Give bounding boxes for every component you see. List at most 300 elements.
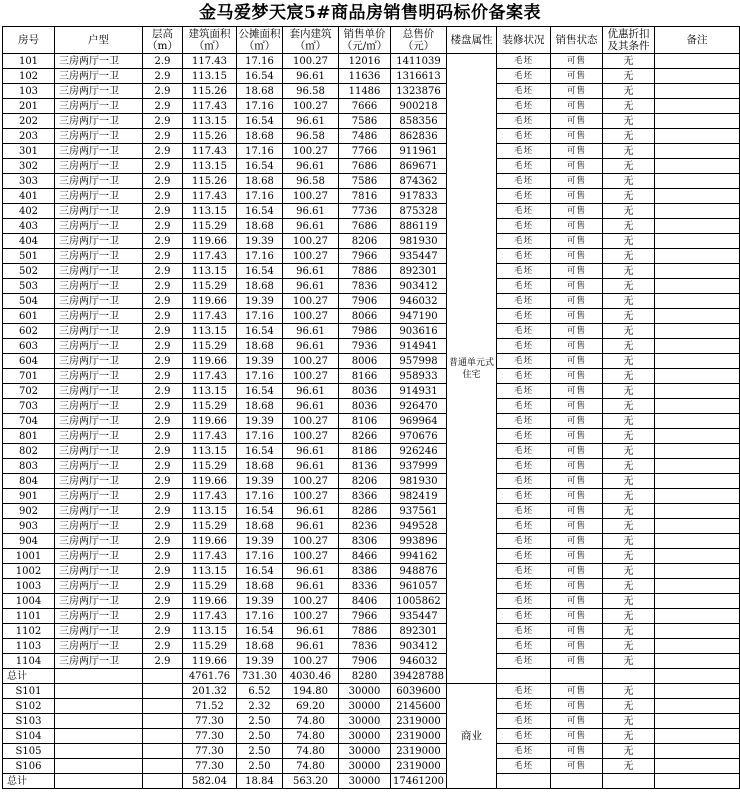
table-cell: 2.9 bbox=[143, 69, 183, 84]
table-row bbox=[3, 369, 740, 384]
table-cell: 2.9 bbox=[143, 399, 183, 414]
discount-cell: 无 bbox=[603, 309, 655, 324]
status-cell: 可售 bbox=[551, 474, 603, 489]
table-cell: 8006 bbox=[339, 354, 391, 369]
layout-cell: 三房两厅一卫 bbox=[55, 309, 143, 324]
table-cell: 2.9 bbox=[143, 474, 183, 489]
remark-cell bbox=[655, 294, 740, 309]
remark-cell bbox=[655, 549, 740, 564]
table-cell: 77.30 bbox=[183, 744, 237, 759]
table-cell: 117.43 bbox=[183, 429, 237, 444]
table-cell: 946032 bbox=[391, 654, 447, 669]
decoration-cell: 毛坯 bbox=[497, 744, 551, 759]
table-cell: 1005862 bbox=[391, 594, 447, 609]
discount-cell: 无 bbox=[603, 324, 655, 339]
table-cell: 7686 bbox=[339, 219, 391, 234]
table-cell: 17.16 bbox=[237, 249, 283, 264]
table-cell: 96.61 bbox=[283, 399, 339, 414]
decoration-cell: 毛坯 bbox=[497, 429, 551, 444]
remark-cell bbox=[655, 69, 740, 84]
discount-cell: 无 bbox=[603, 444, 655, 459]
room-number-cell: 404 bbox=[3, 234, 55, 249]
room-number-cell: 1103 bbox=[3, 639, 55, 654]
remark-cell bbox=[655, 654, 740, 669]
room-number-cell: 201 bbox=[3, 99, 55, 114]
column-header: 公摊面积（㎡） bbox=[238, 28, 281, 52]
table-cell: 17.16 bbox=[237, 609, 283, 624]
room-number-cell: 604 bbox=[3, 354, 55, 369]
table-cell: 100.27 bbox=[283, 609, 339, 624]
table-cell: 6039600 bbox=[391, 684, 447, 699]
table-cell: 18.68 bbox=[237, 279, 283, 294]
remark-cell bbox=[655, 114, 740, 129]
table-row bbox=[3, 699, 740, 714]
table-cell: 2.9 bbox=[143, 159, 183, 174]
table-row bbox=[3, 594, 740, 609]
column-header: 销售状态 bbox=[551, 27, 603, 54]
layout-cell: 三房两厅一卫 bbox=[55, 264, 143, 279]
remark-cell bbox=[655, 744, 740, 759]
table-cell: 7906 bbox=[339, 654, 391, 669]
total-cell: 8280 bbox=[339, 669, 391, 684]
table-cell: 16.54 bbox=[237, 114, 283, 129]
table-cell: 7986 bbox=[339, 324, 391, 339]
table-cell: 19.39 bbox=[237, 534, 283, 549]
table-cell: 77.30 bbox=[183, 729, 237, 744]
table-cell: 17.16 bbox=[237, 369, 283, 384]
table-cell: 11636 bbox=[339, 69, 391, 84]
table-cell: 18.68 bbox=[237, 84, 283, 99]
layout-cell: 三房两厅一卫 bbox=[55, 144, 143, 159]
table-cell: 8036 bbox=[339, 384, 391, 399]
remark-cell bbox=[655, 339, 740, 354]
table-cell: 2.9 bbox=[143, 519, 183, 534]
table-cell: 100.27 bbox=[283, 294, 339, 309]
remark-cell bbox=[655, 759, 740, 774]
layout-cell: 三房两厅一卫 bbox=[55, 234, 143, 249]
table-row bbox=[3, 414, 740, 429]
table-cell: 914941 bbox=[391, 339, 447, 354]
decoration-cell: 毛坯 bbox=[497, 99, 551, 114]
table-cell: 18.68 bbox=[237, 219, 283, 234]
table-cell: 8366 bbox=[339, 489, 391, 504]
status-cell: 可售 bbox=[551, 84, 603, 99]
table-cell: 17.16 bbox=[237, 549, 283, 564]
table-cell: 115.26 bbox=[183, 174, 237, 189]
table-cell: 8206 bbox=[339, 234, 391, 249]
table-cell: 96.58 bbox=[283, 84, 339, 99]
table-cell: 1411039 bbox=[391, 54, 447, 69]
room-number-cell: 101 bbox=[3, 54, 55, 69]
table-cell: 74.80 bbox=[283, 714, 339, 729]
layout-cell: 三房两厅一卫 bbox=[55, 354, 143, 369]
room-number-cell: 902 bbox=[3, 504, 55, 519]
table-row bbox=[3, 729, 740, 744]
column-header: 备注 bbox=[655, 27, 740, 54]
table-cell: 981930 bbox=[391, 474, 447, 489]
decoration-cell: 毛坯 bbox=[497, 234, 551, 249]
table-row bbox=[3, 144, 740, 159]
table-cell: 69.20 bbox=[283, 699, 339, 714]
layout-cell: 三房两厅一卫 bbox=[55, 459, 143, 474]
layout-cell: 三房两厅一卫 bbox=[55, 159, 143, 174]
decoration-cell: 毛坯 bbox=[497, 609, 551, 624]
status-cell: 可售 bbox=[551, 609, 603, 624]
table-cell: 2.9 bbox=[143, 84, 183, 99]
table-cell: 201.32 bbox=[183, 684, 237, 699]
table-cell: 113.15 bbox=[183, 384, 237, 399]
table-cell: 19.39 bbox=[237, 654, 283, 669]
table-cell: 2.9 bbox=[143, 654, 183, 669]
discount-cell: 无 bbox=[603, 609, 655, 624]
discount-cell: 无 bbox=[603, 744, 655, 759]
table-cell: 2.9 bbox=[143, 234, 183, 249]
table-cell: 2.32 bbox=[237, 699, 283, 714]
decoration-cell: 毛坯 bbox=[497, 339, 551, 354]
status-cell: 可售 bbox=[551, 684, 603, 699]
discount-cell: 无 bbox=[603, 99, 655, 114]
table-cell: 7966 bbox=[339, 609, 391, 624]
table-cell: 957998 bbox=[391, 354, 447, 369]
decoration-cell: 毛坯 bbox=[497, 579, 551, 594]
discount-cell: 无 bbox=[603, 84, 655, 99]
room-number-cell: 1002 bbox=[3, 564, 55, 579]
layout-cell: 三房两厅一卫 bbox=[55, 414, 143, 429]
table-cell: 74.80 bbox=[283, 744, 339, 759]
remark-cell bbox=[655, 219, 740, 234]
table-row bbox=[3, 309, 740, 324]
table-cell: 100.27 bbox=[283, 309, 339, 324]
status-cell: 可售 bbox=[551, 714, 603, 729]
table-cell: 993896 bbox=[391, 534, 447, 549]
table-row bbox=[3, 519, 740, 534]
discount-cell: 无 bbox=[603, 129, 655, 144]
table-cell: 115.29 bbox=[183, 339, 237, 354]
decoration-cell: 毛坯 bbox=[497, 519, 551, 534]
table-cell: 8406 bbox=[339, 594, 391, 609]
table-cell: 18.68 bbox=[237, 519, 283, 534]
table-cell: 74.80 bbox=[283, 729, 339, 744]
empty-cell bbox=[551, 774, 603, 789]
status-cell: 可售 bbox=[551, 744, 603, 759]
table-row bbox=[3, 384, 740, 399]
discount-cell: 无 bbox=[603, 594, 655, 609]
layout-cell: 三房两厅一卫 bbox=[55, 504, 143, 519]
table-cell: 2.9 bbox=[143, 639, 183, 654]
decoration-cell: 毛坯 bbox=[497, 114, 551, 129]
room-number-cell: 1004 bbox=[3, 594, 55, 609]
remark-cell bbox=[655, 579, 740, 594]
table-cell: 2.9 bbox=[143, 414, 183, 429]
table-cell: 958933 bbox=[391, 369, 447, 384]
table-cell: 115.29 bbox=[183, 219, 237, 234]
table-row bbox=[3, 279, 740, 294]
remark-cell bbox=[655, 324, 740, 339]
discount-cell: 无 bbox=[603, 219, 655, 234]
status-cell: 可售 bbox=[551, 564, 603, 579]
remark-cell bbox=[655, 564, 740, 579]
total-cell: 30000 bbox=[339, 774, 391, 789]
table-row bbox=[3, 339, 740, 354]
room-number-cell: 901 bbox=[3, 489, 55, 504]
table-cell: 30000 bbox=[339, 729, 391, 744]
table-cell: 2.9 bbox=[143, 564, 183, 579]
table-cell: 7906 bbox=[339, 294, 391, 309]
remark-cell bbox=[655, 714, 740, 729]
table-cell: 119.66 bbox=[183, 594, 237, 609]
remark-cell bbox=[655, 699, 740, 714]
status-cell: 可售 bbox=[551, 369, 603, 384]
status-cell: 可售 bbox=[551, 99, 603, 114]
table-cell: 7966 bbox=[339, 249, 391, 264]
room-number-cell: 1101 bbox=[3, 609, 55, 624]
table-cell: 71.52 bbox=[183, 699, 237, 714]
decoration-cell: 毛坯 bbox=[497, 204, 551, 219]
table-row bbox=[3, 624, 740, 639]
table-cell: 2.9 bbox=[143, 534, 183, 549]
decoration-cell: 毛坯 bbox=[497, 324, 551, 339]
decoration-cell: 毛坯 bbox=[497, 144, 551, 159]
table-cell: 117.43 bbox=[183, 54, 237, 69]
table-cell: 113.15 bbox=[183, 159, 237, 174]
table-cell: 115.26 bbox=[183, 84, 237, 99]
decoration-cell: 毛坯 bbox=[497, 444, 551, 459]
room-number-cell: 702 bbox=[3, 384, 55, 399]
table-cell bbox=[143, 759, 183, 774]
table-row bbox=[3, 639, 740, 654]
table-cell: 917833 bbox=[391, 189, 447, 204]
total-cell: 18.84 bbox=[237, 774, 283, 789]
table-cell: 100.27 bbox=[283, 99, 339, 114]
table-row bbox=[3, 759, 740, 774]
discount-cell: 无 bbox=[603, 114, 655, 129]
layout-cell: 三房两厅一卫 bbox=[55, 279, 143, 294]
table-cell: 2319000 bbox=[391, 714, 447, 729]
column-header: 销售单价（元/㎡） bbox=[339, 27, 391, 54]
table-cell: 117.43 bbox=[183, 309, 237, 324]
table-cell: 113.15 bbox=[183, 114, 237, 129]
table-cell: 2.9 bbox=[143, 459, 183, 474]
table-cell: 100.27 bbox=[283, 594, 339, 609]
status-cell: 可售 bbox=[551, 54, 603, 69]
remark-cell bbox=[655, 84, 740, 99]
decoration-cell: 毛坯 bbox=[497, 504, 551, 519]
table-cell: 7836 bbox=[339, 279, 391, 294]
table-cell: 74.80 bbox=[283, 759, 339, 774]
remark-cell bbox=[655, 54, 740, 69]
table-cell: 17.16 bbox=[237, 189, 283, 204]
table-row bbox=[3, 429, 740, 444]
table-cell: 117.43 bbox=[183, 144, 237, 159]
table-cell: 948876 bbox=[391, 564, 447, 579]
table-cell: 2.50 bbox=[237, 744, 283, 759]
decoration-cell: 毛坯 bbox=[497, 534, 551, 549]
table-cell: 16.54 bbox=[237, 564, 283, 579]
table-cell: 100.27 bbox=[283, 144, 339, 159]
status-cell: 可售 bbox=[551, 759, 603, 774]
status-cell: 可售 bbox=[551, 459, 603, 474]
table-cell: 7886 bbox=[339, 624, 391, 639]
table-cell: 2.9 bbox=[143, 219, 183, 234]
table-cell: 903412 bbox=[391, 279, 447, 294]
status-cell: 可售 bbox=[551, 279, 603, 294]
discount-cell: 无 bbox=[603, 159, 655, 174]
room-number-cell: 703 bbox=[3, 399, 55, 414]
decoration-cell: 毛坯 bbox=[497, 654, 551, 669]
layout-cell bbox=[55, 699, 143, 714]
table-cell: 18.68 bbox=[237, 639, 283, 654]
decoration-cell: 毛坯 bbox=[497, 189, 551, 204]
room-number-cell: 301 bbox=[3, 144, 55, 159]
table-cell: 96.58 bbox=[283, 174, 339, 189]
total-cell: 582.04 bbox=[183, 774, 237, 789]
room-number-cell: 401 bbox=[3, 189, 55, 204]
table-cell: 96.61 bbox=[283, 459, 339, 474]
discount-cell: 无 bbox=[603, 144, 655, 159]
discount-cell: 无 bbox=[603, 459, 655, 474]
table-row bbox=[3, 204, 740, 219]
table-cell: 96.61 bbox=[283, 114, 339, 129]
column-header: 套内建筑（㎡） bbox=[283, 27, 339, 54]
layout-cell: 三房两厅一卫 bbox=[55, 564, 143, 579]
table-row bbox=[3, 399, 740, 414]
total-cell bbox=[143, 774, 183, 789]
table-cell: 7816 bbox=[339, 189, 391, 204]
table-row bbox=[3, 174, 740, 189]
status-cell: 可售 bbox=[551, 399, 603, 414]
room-number-cell: 303 bbox=[3, 174, 55, 189]
table-cell: 903412 bbox=[391, 639, 447, 654]
document-title: 金马爱梦天宸5#商品房销售明码标价备案表 bbox=[198, 3, 542, 23]
table-row bbox=[3, 534, 740, 549]
table-cell: 8466 bbox=[339, 549, 391, 564]
decoration-cell: 毛坯 bbox=[497, 219, 551, 234]
table-cell: 19.39 bbox=[237, 594, 283, 609]
status-cell: 可售 bbox=[551, 624, 603, 639]
table-cell: 2.9 bbox=[143, 309, 183, 324]
table-cell: 119.66 bbox=[183, 474, 237, 489]
table-cell: 7586 bbox=[339, 174, 391, 189]
table-cell: 113.15 bbox=[183, 204, 237, 219]
room-number-cell: S105 bbox=[3, 744, 55, 759]
decoration-cell: 毛坯 bbox=[497, 384, 551, 399]
table-cell: 16.54 bbox=[237, 624, 283, 639]
decoration-cell: 毛坯 bbox=[497, 54, 551, 69]
decoration-cell: 毛坯 bbox=[497, 309, 551, 324]
remark-cell bbox=[655, 519, 740, 534]
layout-cell: 三房两厅一卫 bbox=[55, 399, 143, 414]
remark-cell bbox=[655, 249, 740, 264]
remark-cell bbox=[655, 534, 740, 549]
room-number-cell: S103 bbox=[3, 714, 55, 729]
table-cell: 2.9 bbox=[143, 189, 183, 204]
table-row bbox=[3, 294, 740, 309]
room-number-cell: S102 bbox=[3, 699, 55, 714]
table-cell: 117.43 bbox=[183, 249, 237, 264]
status-cell: 可售 bbox=[551, 534, 603, 549]
table-cell: 2.9 bbox=[143, 579, 183, 594]
table-cell bbox=[143, 714, 183, 729]
table-cell: 7936 bbox=[339, 339, 391, 354]
table-cell: 96.61 bbox=[283, 324, 339, 339]
room-number-cell: 102 bbox=[3, 69, 55, 84]
room-number-cell: S104 bbox=[3, 729, 55, 744]
table-cell: 2.9 bbox=[143, 369, 183, 384]
room-number-cell: 803 bbox=[3, 459, 55, 474]
layout-cell: 三房两厅一卫 bbox=[55, 444, 143, 459]
layout-cell: 三房两厅一卫 bbox=[55, 294, 143, 309]
table-cell: 96.61 bbox=[283, 219, 339, 234]
room-number-cell: 503 bbox=[3, 279, 55, 294]
table-cell: 100.27 bbox=[283, 234, 339, 249]
decoration-cell: 毛坯 bbox=[497, 714, 551, 729]
table-cell: 892301 bbox=[391, 264, 447, 279]
table-cell: 119.66 bbox=[183, 534, 237, 549]
table-cell: 96.61 bbox=[283, 339, 339, 354]
total-row bbox=[3, 774, 740, 789]
layout-cell: 三房两厅一卫 bbox=[55, 369, 143, 384]
remark-cell bbox=[655, 414, 740, 429]
table-row bbox=[3, 69, 740, 84]
table-cell: 911961 bbox=[391, 144, 447, 159]
remark-cell bbox=[655, 144, 740, 159]
remark-cell bbox=[655, 159, 740, 174]
table-row bbox=[3, 99, 740, 114]
room-number-cell: 302 bbox=[3, 159, 55, 174]
layout-cell: 三房两厅一卫 bbox=[55, 489, 143, 504]
remark-cell bbox=[655, 504, 740, 519]
remark-cell bbox=[655, 444, 740, 459]
layout-cell: 三房两厅一卫 bbox=[55, 339, 143, 354]
table-cell: 994162 bbox=[391, 549, 447, 564]
room-number-cell: 402 bbox=[3, 204, 55, 219]
table-cell: 7666 bbox=[339, 99, 391, 114]
table-row bbox=[3, 189, 740, 204]
status-cell: 可售 bbox=[551, 429, 603, 444]
table-cell: 2.9 bbox=[143, 174, 183, 189]
room-number-cell: 804 bbox=[3, 474, 55, 489]
total-cell: 4761.76 bbox=[183, 669, 237, 684]
table-cell: 119.66 bbox=[183, 414, 237, 429]
table-cell: 100.27 bbox=[283, 249, 339, 264]
table-cell: 900218 bbox=[391, 99, 447, 114]
table-cell: 8206 bbox=[339, 474, 391, 489]
room-number-cell: 903 bbox=[3, 519, 55, 534]
discount-cell: 无 bbox=[603, 264, 655, 279]
table-cell: 2.9 bbox=[143, 354, 183, 369]
layout-cell: 三房两厅一卫 bbox=[55, 69, 143, 84]
status-cell: 可售 bbox=[551, 69, 603, 84]
table-cell: 935447 bbox=[391, 249, 447, 264]
table-row bbox=[3, 54, 740, 69]
decoration-cell: 毛坯 bbox=[497, 129, 551, 144]
discount-cell: 无 bbox=[603, 729, 655, 744]
table-cell: 862836 bbox=[391, 129, 447, 144]
table-cell: 16.54 bbox=[237, 264, 283, 279]
discount-cell: 无 bbox=[603, 279, 655, 294]
discount-cell: 无 bbox=[603, 69, 655, 84]
total-cell: 731.30 bbox=[237, 669, 283, 684]
decoration-cell: 毛坯 bbox=[497, 69, 551, 84]
room-number-cell: S101 bbox=[3, 684, 55, 699]
table-row bbox=[3, 474, 740, 489]
table-cell: 937999 bbox=[391, 459, 447, 474]
table-cell: 115.29 bbox=[183, 399, 237, 414]
layout-cell bbox=[55, 729, 143, 744]
table-cell: 8166 bbox=[339, 369, 391, 384]
table-cell: 96.61 bbox=[283, 69, 339, 84]
total-cell: 总计 bbox=[3, 774, 55, 789]
